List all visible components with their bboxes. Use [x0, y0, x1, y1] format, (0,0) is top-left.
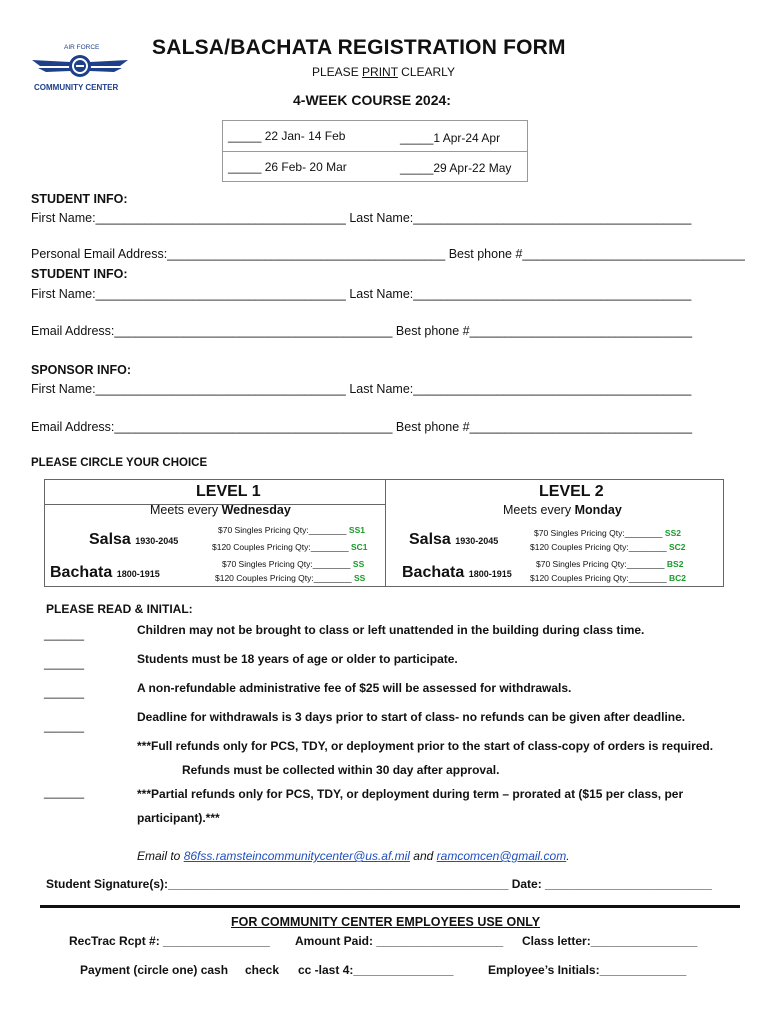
class-letter-field[interactable]: Class letter:________________	[522, 934, 698, 948]
choice-heading: PLEASE CIRCLE YOUR CHOICE	[31, 457, 208, 469]
read-heading: PLEASE READ & INITIAL:	[46, 602, 193, 616]
rule-8: participant).***	[137, 811, 220, 825]
logo-top-text: AIR FORCE	[64, 44, 100, 51]
logo-bottom-text: COMMUNITY CENTER	[34, 83, 119, 92]
rule-4: Deadline for withdrawals is 3 days prior to start of class- no refunds can be given after deadline.	[137, 710, 686, 724]
student2-name-line[interactable]: First Name:____________________________________ Last Name:________________________________________	[31, 287, 692, 301]
level1-title: LEVEL 1	[196, 483, 261, 500]
student2-contact-line[interactable]: Email Address:________________________________________ Best phone #________________________________	[31, 324, 693, 338]
course-title: 4-WEEK COURSE 2024:	[293, 92, 451, 108]
level1-bachata-couple-price: $120 Couples Pricing Qty:________ SS	[215, 573, 366, 583]
level1-bachata-single-price: $70 Singles Pricing Qty:________ SS	[222, 559, 365, 569]
level2-salsa-couple-price: $120 Couples Pricing Qty:________ SC2	[530, 542, 686, 552]
level1-salsa[interactable]: Salsa 1930-2045	[89, 531, 179, 548]
initial-blank-1[interactable]: ______	[44, 627, 85, 641]
level2-bachata-couple-price: $120 Couples Pricing Qty:________ BC2	[530, 573, 686, 583]
date-option-1[interactable]: _____ 22 Jan- 14 Feb	[228, 129, 346, 143]
level2-bachata[interactable]: Bachata 1800-1915	[402, 564, 512, 581]
student1-contact-line[interactable]: Personal Email Address:________________________________________ Best phone #________________________________	[31, 247, 745, 261]
level2-title: LEVEL 2	[539, 483, 604, 500]
email-link-2[interactable]: ramcomcen@gmail.com	[436, 849, 567, 863]
initial-blank-4[interactable]: ______	[44, 719, 85, 733]
rectrac-receipt-field[interactable]: RecTrac Rcpt #: ________________	[69, 934, 270, 948]
payment-method-cash[interactable]: Payment (circle one) cash	[80, 963, 229, 977]
initial-blank-5[interactable]: ______	[44, 785, 85, 799]
level2-bachata-single-price: $70 Singles Pricing Qty:________ BS2	[536, 559, 684, 569]
email-instruction: Email to 86fss.ramsteincommunitycenter@us.af.mil and ramcomcen@gmail.com.	[137, 849, 570, 863]
rule-6: Refunds must be collected within 30 day after approval.	[182, 763, 500, 777]
date-option-3[interactable]: _____ 26 Feb- 20 Mar	[228, 160, 347, 174]
date-option-2[interactable]: _____1 Apr-24 Apr	[400, 131, 501, 145]
sponsor-heading: SPONSOR INFO:	[31, 363, 132, 377]
initial-blank-2[interactable]: ______	[44, 656, 85, 670]
level1-bachata[interactable]: Bachata 1800-1915	[50, 564, 160, 581]
rule-7: ***Partial refunds only for PCS, TDY, or deployment during term – prorated at ($15 per class, per	[137, 787, 684, 801]
rule-5: ***Full refunds only for PCS, TDY, or deployment prior to the start of class-copy of orders is required.	[137, 739, 714, 753]
rule-1: Children may not be brought to class or left unattended in the building during class time.	[137, 623, 645, 637]
cc-last-four-field[interactable]: cc -last 4:_______________	[298, 963, 454, 977]
rule-2: Students must be 18 years of age or older to participate.	[137, 652, 458, 666]
student1-name-line[interactable]: First Name:____________________________________ Last Name:________________________________________	[31, 211, 692, 225]
rule-3: A non-refundable administrative fee of $25 will be assessed for withdrawals.	[137, 681, 572, 695]
sponsor-name-line[interactable]: First Name:____________________________________ Last Name:________________________________________	[31, 382, 692, 396]
level2-salsa-single-price: $70 Singles Pricing Qty:________ SS2	[534, 528, 681, 538]
level1-salsa-couple-price: $120 Couples Pricing Qty:________ SC1	[212, 542, 368, 552]
initial-blank-3[interactable]: ______	[44, 685, 85, 699]
level2-salsa[interactable]: Salsa 1930-2045	[409, 531, 499, 548]
level1-salsa-single-price: $70 Singles Pricing Qty:________ SS1	[218, 525, 365, 535]
page-title: SALSA/BACHATA REGISTRATION FORM	[152, 36, 566, 59]
employee-section-title: FOR COMMUNITY CENTER EMPLOYEES USE ONLY	[231, 915, 541, 929]
sponsor-contact-line[interactable]: Email Address:________________________________________ Best phone #________________________________	[31, 420, 693, 434]
payment-method-check[interactable]: check	[245, 963, 280, 977]
signature-line[interactable]: Student Signature(s):___________________________________________________ Date: _________________________	[46, 877, 712, 891]
student1-heading: STUDENT INFO:	[31, 192, 128, 206]
employee-initials-field[interactable]: Employee’s Initials:_____________	[488, 963, 687, 977]
date-option-4[interactable]: _____29 Apr-22 May	[400, 161, 512, 175]
divider	[40, 905, 740, 908]
email-link-1[interactable]: 86fss.ramsteincommunitycenter@us.af.mil	[183, 849, 410, 863]
amount-paid-field[interactable]: Amount Paid: ___________________	[295, 934, 504, 948]
subtitle: PLEASE PRINT CLEARLY	[312, 65, 455, 79]
level1-meets: Meets every Wednesday	[150, 503, 291, 517]
student2-heading: STUDENT INFO:	[31, 267, 128, 281]
level2-meets: Meets every Monday	[503, 503, 622, 517]
logo	[30, 40, 130, 96]
